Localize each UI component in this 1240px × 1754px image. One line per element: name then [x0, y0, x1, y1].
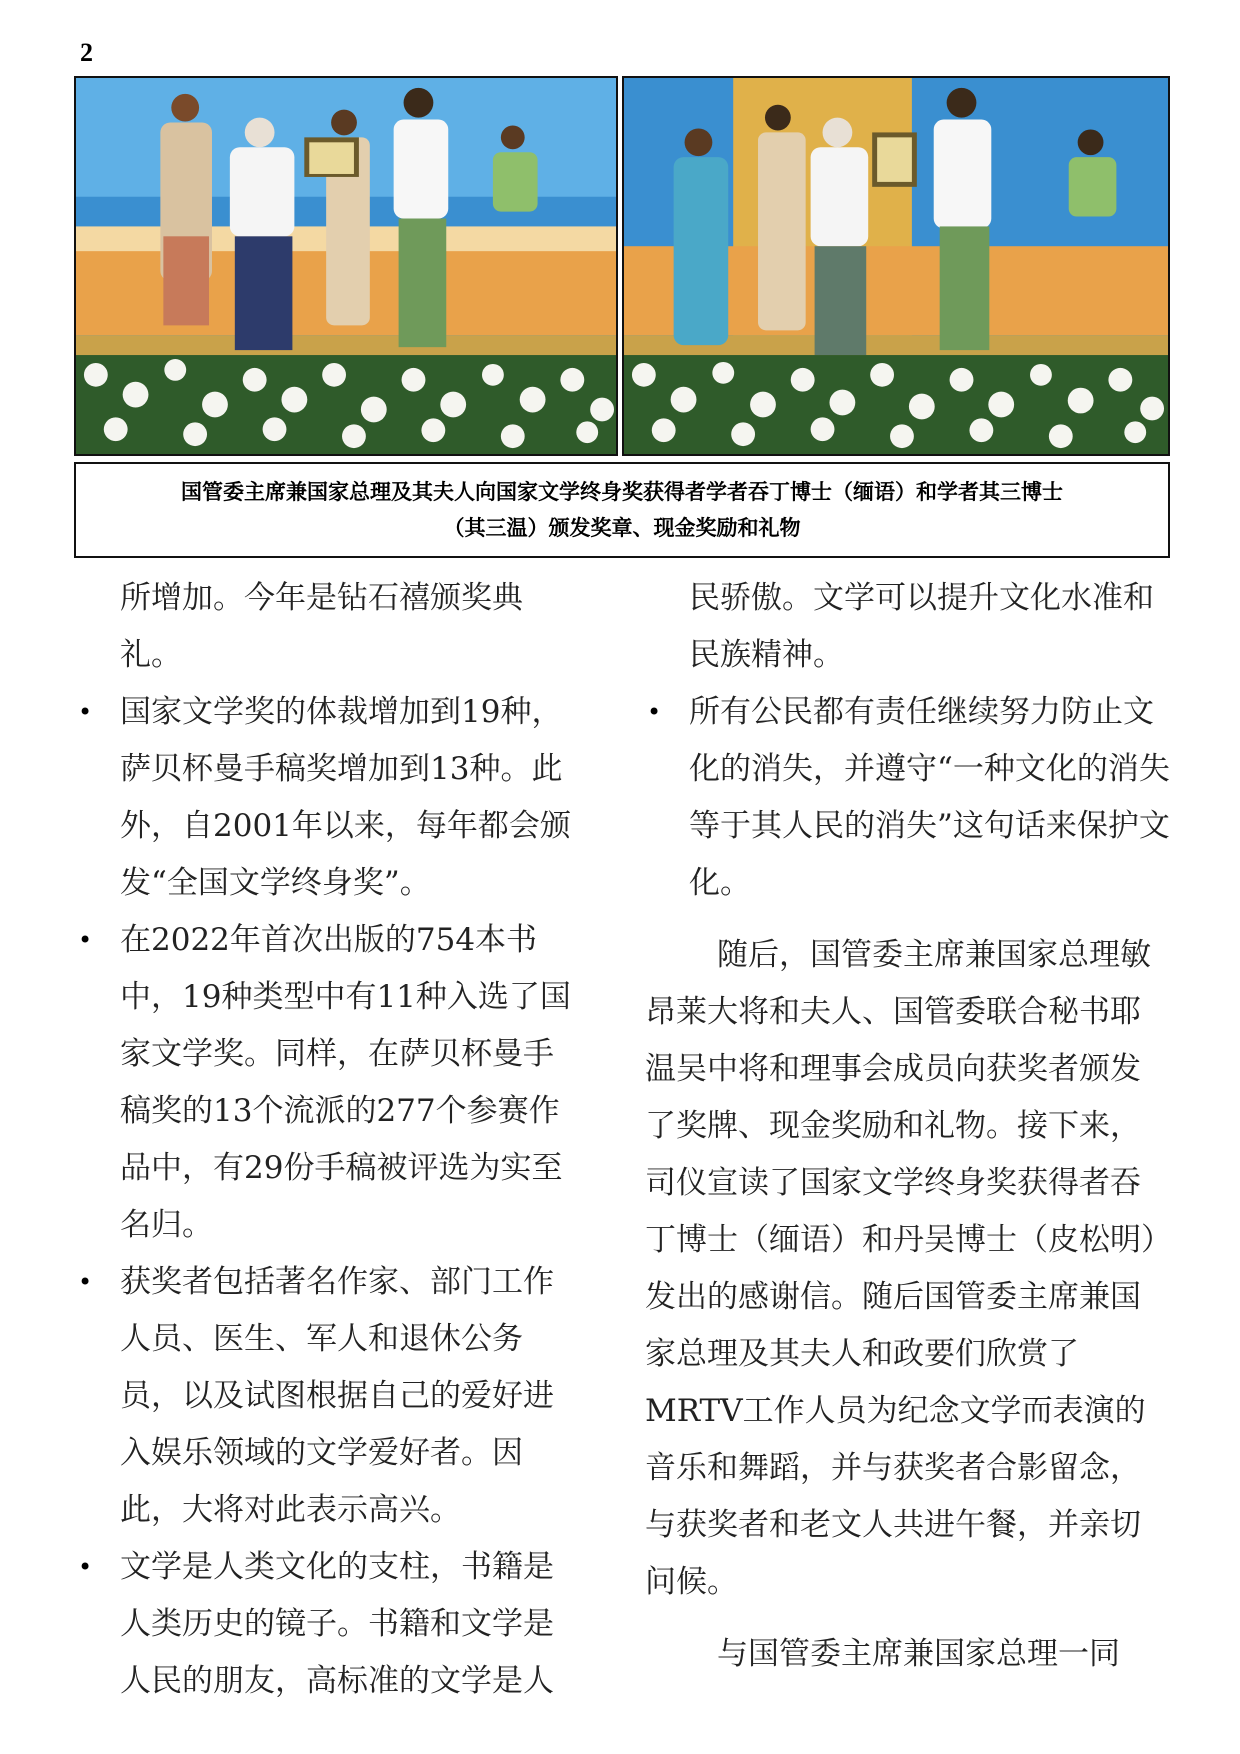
award-photo-illustration: [76, 78, 616, 454]
continued-text: 所增加。今年是钻石禧颁奖典礼。: [120, 580, 523, 673]
page-number: 2: [80, 38, 93, 67]
ceremony-photo-left: [74, 76, 618, 456]
award-photo-illustration: [624, 78, 1168, 454]
caption-line-1: 国管委主席兼国家总理及其夫人向国家文学终身奖获得者学者吞丁博士（缅语）和学者其三博士: [181, 480, 1063, 504]
bullet-item: • 国家文学奖的体裁增加到19种，萨贝杯曼手稿奖增加到13种。此外，自2001年以来，每年都会颁发“全国文学终身奖”。: [76, 684, 576, 912]
photo-caption: [74, 462, 1170, 558]
bullet-list: [645, 684, 1170, 912]
body-paragraph: 与国管委主席兼国家总理一同: [717, 1636, 1120, 1672]
bullet-item: • 文学是人类文化的支柱，书籍是人类历史的镜子。书籍和文学是人民的朋友，高标准的文学是人: [76, 1539, 576, 1710]
ceremony-photo-right: [622, 76, 1170, 456]
bullet-item: • 所有公民都有责任继续努力防止文化的消失，并遵守“一种文化的消失等于其人民的消失”这句话来保护文化。: [645, 684, 1170, 912]
body-paragraph: 随后，国管委主席兼国家总理敏昂莱大将和夫人、国管委联合秘书耶温吴中将和理事会成员向获奖者颁发了奖牌、现金奖励和礼物。接下来，司仪宣读了国家文学终身奖获得者吞丁博士（缅语）和丹吴博士（皮松明）发出的感谢信。随后国管委主席兼国家总理及其夫人和政要们欣赏了MRTV工作人员为纪念文学而表演的音乐和舞蹈，并与获奖者合影留念，与获奖者和老文人共进午餐，并亲切问候。: [645, 937, 1157, 1600]
left-column: [76, 570, 576, 1710]
right-column: [645, 570, 1170, 1683]
bullet-item: • 在2022年首次出版的754本书中，19种类型中有11种入选了国家文学奖。同样，在萨贝杯曼手稿奖的13个流派的277个参赛作品中，有29份手稿被评选为实至名归。: [76, 912, 576, 1254]
bullet-list: [76, 684, 576, 1710]
bullet-item: • 获奖者包括著名作家、部门工作人员、医生、军人和退休公务员，以及试图根据自己的爱好进入娱乐领域的文学爱好者。因此，大将对此表示高兴。: [76, 1254, 576, 1539]
continued-text: 民骄傲。文学可以提升文化水准和民族精神。: [689, 580, 1154, 673]
caption-line-2: （其三温）颁发奖章、现金奖励和礼物: [443, 516, 801, 540]
